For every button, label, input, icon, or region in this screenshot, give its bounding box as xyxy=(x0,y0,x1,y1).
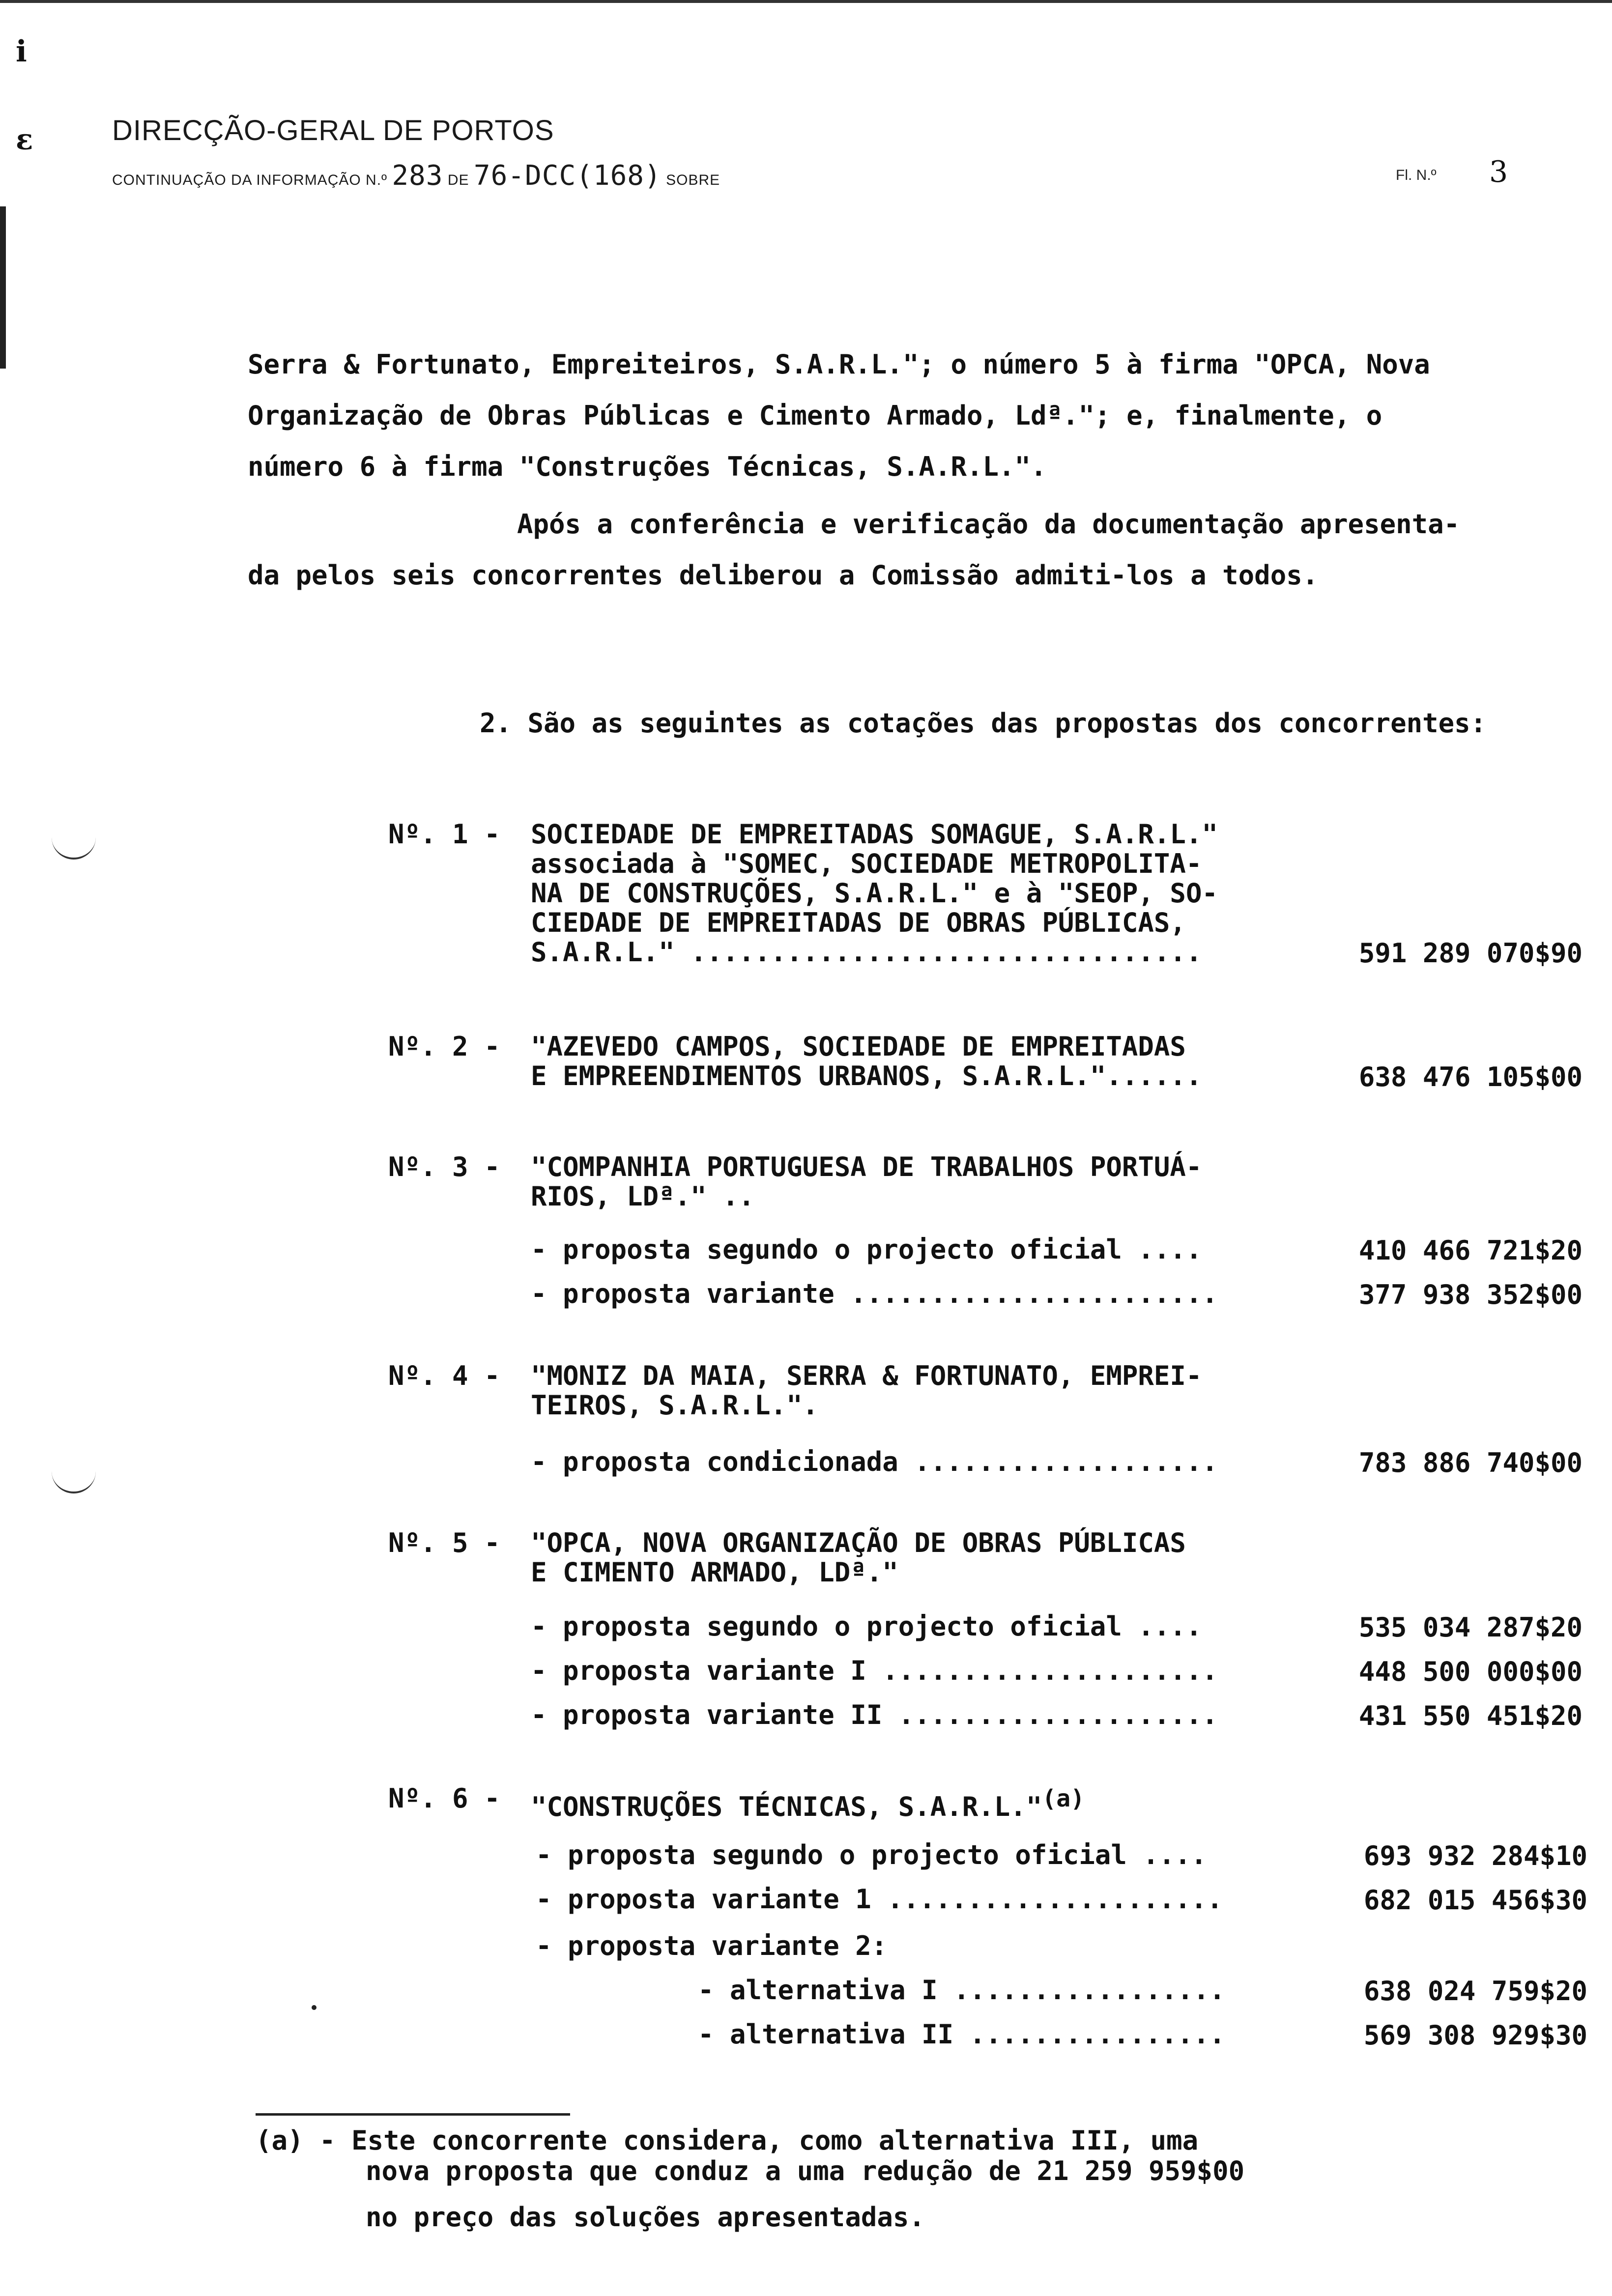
alternative-line: - alternativa II ................ xyxy=(698,2019,1225,2050)
footnote-ref: (a) xyxy=(1042,1785,1085,1812)
ink-speck xyxy=(312,2005,317,2010)
amount-value: 693 932 284$10 xyxy=(1363,1840,1587,1871)
entry-label: Nº. 6 - xyxy=(388,1783,500,1814)
margin-mark-top: i xyxy=(16,34,27,69)
reference-code: 76-DCC(168) xyxy=(473,160,662,192)
text-line: Organização de Obras Públicas e Cimento Armado, Ldª."; e, finalmente, o xyxy=(248,400,1382,431)
entry-firm xyxy=(531,1528,1186,1587)
amount-value: 682 015 456$30 xyxy=(1363,1885,1587,1916)
firm-line: E EMPREENDIMENTOS URBANOS, S.A.R.L."...... xyxy=(531,1061,1202,1091)
firm-line: "CONSTRUÇÕES TÉCNICAS, S.A.R.L." xyxy=(531,1791,1042,1822)
proposal-line: - proposta segundo o projecto oficial .... xyxy=(536,1839,1207,1870)
amount-value: 448 500 000$00 xyxy=(1358,1656,1583,1687)
footnote-line: (a) - Este concorrente considera, como alternativa III, uma xyxy=(256,2125,1199,2156)
text-line: da pelos seis concorrentes deliberou a Comissão admiti-los a todos. xyxy=(248,560,1319,591)
entry-label: Nº. 2 - xyxy=(388,1031,500,1062)
firm-line: E CIMENTO ARMADO, LDª." xyxy=(531,1557,898,1588)
continuation-label: CONTINUAÇÃO DA INFORMAÇÃO N.º xyxy=(112,172,387,188)
text-line: Serra & Fortunato, Empreiteiros, S.A.R.L."; o número 5 à firma "OPCA, Nova xyxy=(248,349,1430,380)
proposal-line: - proposta variante II .................... xyxy=(531,1699,1218,1730)
amount-value: 535 034 287$20 xyxy=(1358,1612,1583,1643)
proposal-line: - proposta variante 1 ..................... xyxy=(536,1884,1223,1915)
entry-firm xyxy=(531,1152,1202,1211)
firm-line: RIOS, LDª." .. xyxy=(531,1181,755,1212)
alternative-line: - alternativa I ................. xyxy=(698,1975,1225,2006)
section-heading: 2. São as seguintes as cotações das propostas dos concorrentes: xyxy=(480,708,1487,739)
amount-value: 431 550 451$20 xyxy=(1358,1700,1583,1731)
footnote-rule xyxy=(256,2113,570,2116)
proposal-line: - proposta variante ....................... xyxy=(531,1278,1218,1309)
firm-line: associada à "SOMEC, SOCIEDADE METROPOLITA- xyxy=(531,848,1202,879)
punch-hole-mark xyxy=(52,1469,96,1493)
footnote-line: nova proposta que conduz a uma redução de 21 259 959$00 xyxy=(366,2155,1245,2186)
firm-line: "OPCA, NOVA ORGANIZAÇÃO DE OBRAS PÚBLICAS xyxy=(531,1527,1186,1558)
left-edge-mark xyxy=(0,206,6,369)
top-border-line xyxy=(0,0,1612,3)
entry-firm xyxy=(531,1361,1202,1420)
footnote xyxy=(256,2125,1244,2186)
sobre-label: SOBRE xyxy=(666,172,720,188)
text-line: número 6 à firma "Construções Técnicas, S.A.R.L.". xyxy=(248,451,1047,482)
entry-label: Nº. 4 - xyxy=(388,1360,500,1391)
folio-label: Fl. N.º xyxy=(1396,167,1437,183)
continuation-line xyxy=(112,160,720,192)
proposal-line: - proposta variante 2: xyxy=(536,1930,888,1961)
amount-value: 377 938 352$00 xyxy=(1358,1279,1583,1310)
entry-firm xyxy=(531,1784,1085,1822)
margin-mark-mid: ɛ xyxy=(16,123,33,156)
firm-line: "MONIZ DA MAIA, SERRA & FORTUNATO, EMPREI- xyxy=(531,1360,1202,1391)
amount-value: 638 024 759$20 xyxy=(1363,1976,1587,2007)
paragraph-firms xyxy=(248,339,1430,492)
firm-line: "AZEVEDO CAMPOS, SOCIEDADE DE EMPREITADAS xyxy=(531,1031,1186,1062)
firm-line: S.A.R.L." ................................ xyxy=(531,937,1202,968)
proposal-line: - proposta condicionada ................... xyxy=(531,1446,1218,1477)
amount-value: 783 886 740$00 xyxy=(1358,1447,1583,1478)
firm-line: TEIROS, S.A.R.L.". xyxy=(531,1390,819,1421)
proposal-line: - proposta segundo o projecto oficial .... xyxy=(531,1234,1202,1265)
entry-label: Nº. 3 - xyxy=(388,1151,500,1182)
firm-line: SOCIEDADE DE EMPREITADAS SOMAGUE, S.A.R.L." xyxy=(531,819,1218,850)
entry-firm xyxy=(531,820,1218,967)
firm-line: "COMPANHIA PORTUGUESA DE TRABALHOS PORTUÁ- xyxy=(531,1151,1202,1182)
de-label: DE xyxy=(447,172,469,188)
firm-line: CIEDADE DE EMPREITADAS DE OBRAS PÚBLICAS, xyxy=(531,907,1186,938)
amount-value: 638 476 105$00 xyxy=(1358,1062,1583,1092)
amount-value: 569 308 929$30 xyxy=(1363,2020,1587,2051)
proposal-line: - proposta variante I ..................... xyxy=(531,1655,1218,1686)
firm-line: NA DE CONSTRUÇÕES, S.A.R.L." e à "SEOP, SO- xyxy=(531,878,1218,909)
info-number: 283 xyxy=(392,160,443,192)
entry-label: Nº. 1 - xyxy=(388,819,500,850)
punch-hole-mark xyxy=(52,835,96,860)
amount-value: 410 466 721$20 xyxy=(1358,1235,1583,1266)
organization-title: DIRECÇÃO-GERAL DE PORTOS xyxy=(112,115,554,146)
paragraph-admission xyxy=(248,499,1460,601)
footnote-line: no preço das soluções apresentadas. xyxy=(366,2202,925,2233)
entry-label: Nº. 5 - xyxy=(388,1527,500,1558)
entry-firm xyxy=(531,1032,1202,1091)
amount-value: 591 289 070$90 xyxy=(1358,938,1583,969)
proposal-line: - proposta segundo o projecto oficial .... xyxy=(531,1611,1202,1642)
text-line: Após a conferência e verificação da documentação apresenta- xyxy=(517,509,1460,540)
folio-number: 3 xyxy=(1489,155,1508,189)
